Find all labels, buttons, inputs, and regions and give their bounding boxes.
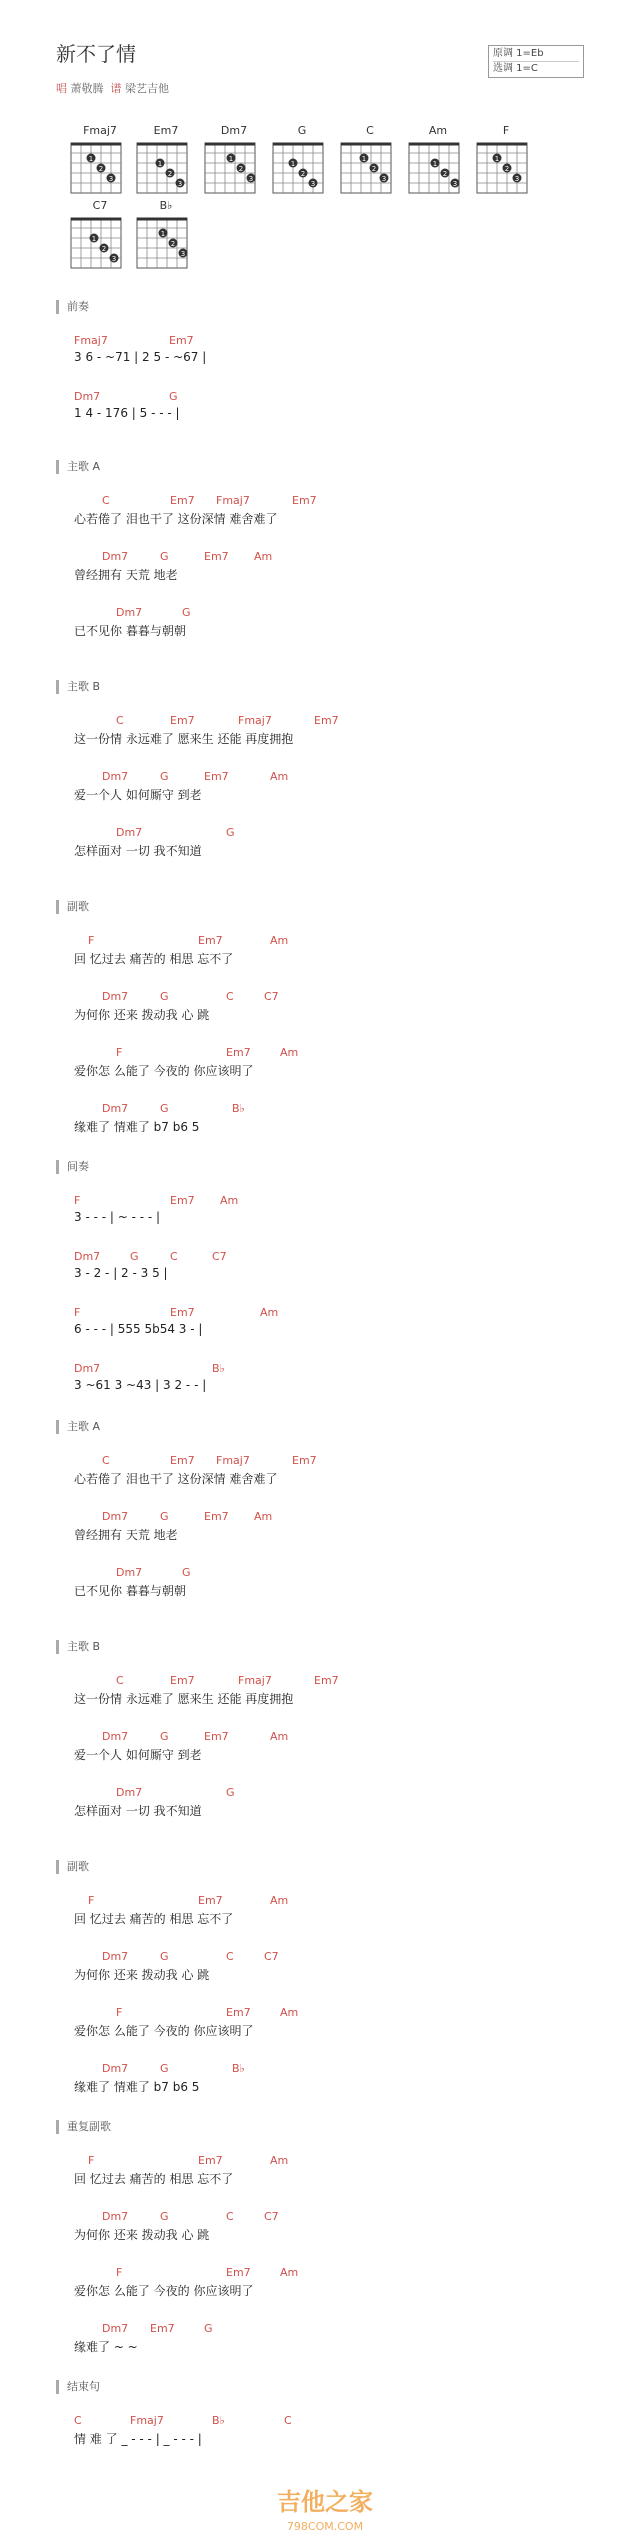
chord-label: G [160,1102,169,1115]
chord-label: B♭ [212,1362,225,1375]
lyric-line: 怎样面对 一切 我不知道 [74,1804,202,1818]
original-key: 原调 1=Eb [493,47,579,62]
chord-label: C7 [264,2210,279,2223]
chord-label: Fmaj7 [130,2414,164,2427]
chord-label: G [160,550,169,563]
lyric-line: 回 忆过去 痛苦的 相思 忘不了 [74,1912,234,1926]
arranger-name[interactable]: 梁艺吉他 [125,82,169,95]
lyric-line: 已不见你 暮暮与朝朝 [74,624,186,638]
chord-label: Am [270,1730,289,1743]
chord-label: F [88,1894,95,1907]
chord-diagram-0 [70,124,130,200]
chord-grid-icon [136,217,188,273]
lyric-line: 怎样面对 一切 我不知道 [74,844,202,858]
svg-text:吉他之家: 吉他之家 [277,2488,373,2516]
chord-label: Am [280,2266,299,2279]
lyric-line: 曾经拥有 天荒 地老 [74,1528,178,1542]
chord-label: F [88,934,95,947]
section-title: 主歌 B [56,680,100,694]
chord-label: G [160,990,169,1003]
chord-label: C [102,494,110,507]
chord-label: Dm7 [102,1730,129,1743]
chord-label: Em7 [150,2322,175,2335]
chord-label: Am [270,1894,289,1907]
chord-label: Em7 [204,550,229,563]
chord-label: C [226,990,234,1003]
chord-label: C7 [212,1250,227,1263]
chord-label: G [169,390,178,403]
lyric-line: 爱你怎 么能了 今夜的 你应该明了 [74,1064,254,1078]
chord-label: Dm7 [102,2210,129,2223]
chord-label: Em7 [204,1510,229,1523]
lyric-line: 6 - - - | 555 5b54 3 - | [74,1322,203,1336]
arranger-label: 谱 [110,82,122,95]
chord-name: B♭ [159,199,173,212]
section-title: 主歌 A [56,1420,100,1434]
chord-label: G [160,2210,169,2223]
song-title: 新不了情 [56,42,136,66]
chord-label: Dm7 [102,1950,129,1963]
svg-text:1: 1 [160,230,166,238]
chord-label: G [160,1950,169,1963]
lyric-line: 爱一个人 如何厮守 到老 [74,788,202,802]
chord-label: Dm7 [116,1786,143,1799]
lyric-line: 回 忆过去 痛苦的 相思 忘不了 [74,2172,234,2186]
chord-grid-icon [272,142,324,198]
chord-grid-icon [408,142,460,198]
svg-text:1: 1 [228,155,234,163]
section-title: 主歌 B [56,1640,100,1654]
lyric-line: 为何你 还来 拨动我 心 跳 [74,1008,210,1022]
chord-label: F [116,1046,123,1059]
chord-label: Em7 [170,1454,195,1467]
chord-label: Em7 [226,1046,251,1059]
lyric-line: 爱你怎 么能了 今夜的 你应该明了 [74,2284,254,2298]
chord-label: Em7 [204,1730,229,1743]
svg-text:1: 1 [91,235,97,243]
chord-label: Em7 [204,770,229,783]
chord-label: Em7 [226,2006,251,2019]
chord-label: C7 [264,990,279,1003]
chord-label: Dm7 [102,2062,129,2075]
svg-text:2: 2 [504,165,510,173]
svg-text:3: 3 [177,180,183,188]
svg-text:3: 3 [180,250,186,258]
svg-text:1: 1 [157,160,163,168]
chord-label: Am [260,1306,279,1319]
lyric-line: 缘难了 情难了 b7 b6 5 [74,2080,200,2094]
chord-label: Dm7 [74,1362,101,1375]
lyric-line: 这一份情 永远难了 愿来生 还能 再度拥抱 [74,1692,294,1706]
lyric-line: 爱你怎 么能了 今夜的 你应该明了 [74,2024,254,2038]
section-title: 间奏 [56,1160,89,1174]
svg-text:2: 2 [170,240,176,248]
svg-text:3: 3 [514,175,520,183]
chord-name: Em7 [153,124,179,137]
chord-diagram-1 [136,124,196,200]
lyric-line: 3 - 2 - | 2 - 3 5 | [74,1266,168,1280]
chosen-key: 选调 1=C [493,63,538,74]
chord-label: Dm7 [116,826,143,839]
chord-label: F [88,2154,95,2167]
lyric-line: 为何你 还来 拨动我 心 跳 [74,2228,210,2242]
chord-label: C [226,1950,234,1963]
chord-name: Am [428,124,448,137]
svg-text:2: 2 [98,165,104,173]
chord-label: Em7 [170,494,195,507]
key-box [488,45,584,78]
chord-label: Fmaj7 [238,1674,272,1687]
chord-label: Em7 [198,2154,223,2167]
chord-grid-icon [70,217,122,273]
chord-grid-icon [340,142,392,198]
chord-label: Em7 [226,2266,251,2279]
chord-label: Dm7 [102,550,129,563]
chord-label: G [204,2322,213,2335]
chord-label: Em7 [170,1674,195,1687]
chord-name: F [502,124,510,137]
section-title: 结束句 [56,2380,100,2394]
chord-label: Am [220,1194,239,1207]
chord-diagram-5 [408,124,468,200]
chord-diagram-2 [204,124,264,200]
chord-diagram-7 [70,199,130,275]
section-title: 重复副歌 [56,2120,111,2134]
singer-name[interactable]: 萧敬腾 [70,82,104,95]
chord-label: G [160,1510,169,1523]
svg-text:2: 2 [442,170,448,178]
chord-label: G [182,606,191,619]
chord-label: F [74,1194,81,1207]
svg-text:3: 3 [310,180,316,188]
chord-label: C7 [264,1950,279,1963]
chord-label: Am [254,550,273,563]
chord-label: Em7 [292,1454,317,1467]
chord-label: C [226,2210,234,2223]
lyric-line: 爱一个人 如何厮守 到老 [74,1748,202,1762]
chord-label: Am [280,1046,299,1059]
chord-label: Am [270,2154,289,2167]
chord-label: C [116,714,124,727]
chord-label: C [102,1454,110,1467]
chord-label: Dm7 [74,1250,101,1263]
chord-label: Dm7 [102,990,129,1003]
chord-label: Dm7 [116,606,143,619]
chord-label: F [116,2006,123,2019]
chord-diagram-8 [136,199,196,275]
chord-label: G [160,770,169,783]
chord-label: G [160,2062,169,2075]
lyric-line: 心若倦了 泪也干了 这份深情 难舍难了 [74,1472,278,1486]
chord-grid-icon [70,142,122,198]
chord-label: Em7 [170,714,195,727]
chord-label: Fmaj7 [216,1454,250,1467]
chord-label: G [130,1250,139,1263]
chord-label: Em7 [198,934,223,947]
svg-text:1: 1 [494,155,500,163]
chord-label: F [74,1306,81,1319]
lyric-line: 3 ~61 3 ~43 | 3 2 - - | [74,1378,207,1392]
chord-label: Am [270,770,289,783]
chord-label: B♭ [232,2062,245,2075]
chord-label: Am [280,2006,299,2019]
lyric-line: 缘难了 情难了 b7 b6 5 [74,1120,200,1134]
svg-text:1: 1 [88,155,94,163]
chord-label: C [170,1250,178,1263]
lyric-line: 1 4 - 176 | 5 - - - | [74,406,180,420]
svg-text:2: 2 [371,165,377,173]
chord-name: Dm7 [220,124,248,137]
chord-grid-icon [476,142,528,198]
section-title: 主歌 A [56,460,100,474]
svg-text:3: 3 [111,255,117,263]
song-meta [56,80,169,96]
chord-label: G [182,1566,191,1579]
chord-label: Dm7 [102,2322,129,2335]
chord-label: Dm7 [102,770,129,783]
chord-name: Fmaj7 [83,124,117,137]
svg-text:3: 3 [248,175,254,183]
svg-text:1: 1 [361,155,367,163]
chord-diagram-4 [340,124,400,200]
chord-name: C [366,124,374,137]
svg-text:1: 1 [432,160,438,168]
chord-label: Em7 [198,1894,223,1907]
lyric-line: 3 6 - ~71 | 2 5 - ~67 | [74,350,207,364]
chord-label: Dm7 [102,1102,129,1115]
chord-diagram-3 [272,124,332,200]
svg-text:3: 3 [452,180,458,188]
chord-label: Dm7 [116,1566,143,1579]
chord-label: G [226,1786,235,1799]
chord-label: G [160,1730,169,1743]
lyric-line: 已不见你 暮暮与朝朝 [74,1584,186,1598]
section-title: 前奏 [56,300,89,314]
svg-text:3: 3 [108,175,114,183]
chord-label: F [116,2266,123,2279]
chord-grid-icon [136,142,188,198]
chord-label: Fmaj7 [238,714,272,727]
chord-label: Fmaj7 [216,494,250,507]
chord-label: Em7 [170,1306,195,1319]
chord-label: Dm7 [102,1510,129,1523]
chord-grid-icon [204,142,256,198]
chord-label: Am [270,934,289,947]
chord-label: C [284,2414,292,2427]
site-logo [250,2480,400,2540]
chord-name: G [297,124,307,137]
chord-label: C [116,1674,124,1687]
chord-label: G [226,826,235,839]
chord-diagram-6 [476,124,536,200]
chord-name: C7 [92,199,108,212]
svg-text:2: 2 [101,245,107,253]
chord-label: C [74,2414,82,2427]
chord-label: Em7 [169,334,194,347]
chord-label: Em7 [314,1674,339,1687]
lyric-line: 为何你 还来 拨动我 心 跳 [74,1968,210,1982]
lyric-line: 心若倦了 泪也干了 这份深情 难舍难了 [74,512,278,526]
chord-label: Am [254,1510,273,1523]
section-title: 副歌 [56,900,89,914]
singer-label: 唱 [56,82,67,95]
lyric-line: 回 忆过去 痛苦的 相思 忘不了 [74,952,234,966]
svg-text:2: 2 [167,170,173,178]
svg-text:2: 2 [300,170,306,178]
lyric-line: 情 难 了 _ - - - | _ - - - | [74,2432,202,2446]
chord-label: B♭ [212,2414,225,2427]
svg-text:2: 2 [238,165,244,173]
lyric-line: 这一份情 永远难了 愿来生 还能 再度拥抱 [74,732,294,746]
lyric-line: 3 - - - | ~ - - - | [74,1210,161,1224]
chord-label: Em7 [170,1194,195,1207]
svg-text:1: 1 [290,160,296,168]
svg-text:798COM.COM: 798COM.COM [286,2520,364,2533]
section-title: 副歌 [56,1860,89,1874]
chord-label: B♭ [232,1102,245,1115]
chord-label: Fmaj7 [74,334,108,347]
chord-label: Em7 [314,714,339,727]
lyric-line: 曾经拥有 天荒 地老 [74,568,178,582]
chord-label: Em7 [292,494,317,507]
svg-text:3: 3 [381,175,387,183]
lyric-line: 缘难了 ~ ~ [74,2340,138,2354]
chord-label: Dm7 [74,390,101,403]
